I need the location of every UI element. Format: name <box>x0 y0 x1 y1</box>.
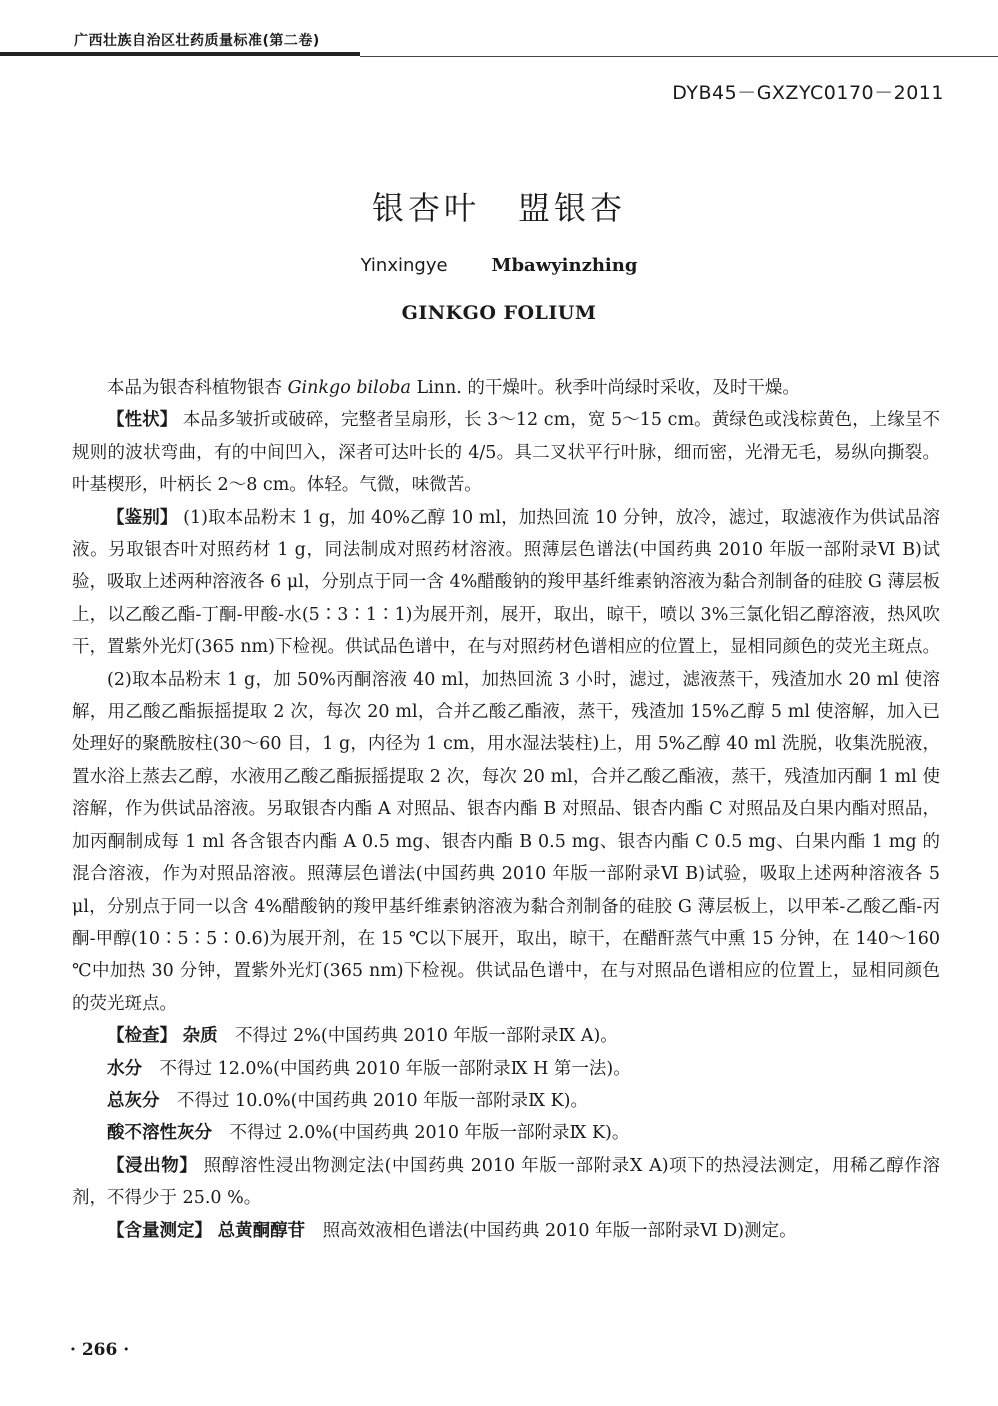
text-suanbuhuifen: 不得过 2.0%(中国药典 2010 年版一部附录Ⅸ K)。 <box>229 1123 630 1144</box>
section-jinchuwu <box>72 1150 940 1215</box>
item-shuifen <box>72 1053 940 1085</box>
text-jianbie-1: (1)取本品粉末 1 g，加 40%乙醇 10 ml，加热回流 10 分钟，放冷，滤过，取滤液作为供试品溶液。另取银杏叶对照药材 1 g，同法制成对照药材溶液。照薄层色谱法(中国药典 2010 年版一部附录Ⅵ B)试验，吸取上述两种溶液各 6 μl，分别点于同一含 4%醋酸钠的羧甲基纤维素钠溶液为黏合剂制备的硅胶 G 薄层板上，以乙酸乙酯-丁酮-甲酸-水(5∶3∶1∶1)为展开剂，展开，取出，晾干，喷以 3%三氯化铝乙醇溶液，热风吹干，置紫外光灯(365 nm)下检视。供试品色谱中，在与对照药材色谱相应的位置上，显相同颜色的荧光主斑点。 <box>72 507 941 658</box>
running-head: 广西壮族自治区壮药质量标准(第二卷) <box>74 33 320 49</box>
item-suanbuhuifen <box>72 1117 940 1149</box>
label-suanbuhuifen: 酸不溶性灰分 <box>107 1123 212 1144</box>
header-rule-thick <box>0 52 360 56</box>
section-jiancha <box>72 1020 940 1052</box>
text-jianbie-2: (2)取本品粉末 1 g，加 50%丙酮溶液 40 ml，加热回流 3 小时，滤过，滤液蒸干，残渣加水 20 ml 使溶解，用乙酸乙酯振摇提取 2 次，每次 20 ml，合并乙酸乙酯液，蒸干，残渣加 15%乙醇 5 ml 使溶解，加入已处理好的聚酰胺柱(30～60 目，1 g，内径为 1 cm，用水湿法装柱)上，用 5%乙醇 40 ml 洗脱，收集洗脱液，置水浴上蒸去乙醇，水液用乙酸乙酯振摇提取 2 次，每次 20 ml，合并乙酸乙酯液，蒸干，残渣加丙酮 1 ml 使溶解，作为供试品溶液。另取银杏内酯 A 对照品、银杏内酯 B 对照品、银杏内酯 C 对照品及白果内酯对照品，加丙酮制成每 1 ml 各含银杏内酯 A 0.5 mg、银杏内酯 B 0.5 mg、银杏内酯 C 0.5 mg、白果内酯 1 mg 的混合溶液，作为对照品溶液。照薄层色谱法(中国药典 2010 年版一部附录Ⅵ B)试验，吸取上述两种溶液各 5 μl，分别点于同一以含 4%醋酸钠的羧甲基纤维素钠溶液为黏合剂制备的硅胶 G 薄层板上，以甲苯-乙酸乙酯-丙酮-甲醇(10∶5∶5∶0.6)为展开剂，在 15 ℃以下展开，取出，晾干，在醋酐蒸气中熏 15 分钟，在 140～160 ℃中加热 30 分钟，置紫外光灯(365 nm)下检视。供试品色谱中，在与对照品色谱相应的位置上，显相同颜色的荧光斑点。 <box>72 669 940 1014</box>
heading-hanliang: 【含量测定】 <box>107 1220 212 1241</box>
heading-jianbie: 【鉴别】 <box>107 507 178 528</box>
text-hanliang: 照高效液相色谱法(中国药典 2010 年版一部附录Ⅵ D)测定。 <box>322 1220 797 1241</box>
title-chinese: 银杏叶 <box>371 189 480 227</box>
standard-code: DYB45－GXZYC0170－2011 <box>672 82 944 104</box>
label-zonghuangtong: 总黄酮醇苷 <box>217 1220 306 1241</box>
title-zhuang: 盟银杏 <box>518 189 627 227</box>
label-shuifen: 水分 <box>107 1058 142 1079</box>
intro-paragraph <box>72 372 940 404</box>
intro-before: 本品为银杏科植物银杏 <box>107 378 288 398</box>
section-hanliang <box>72 1215 940 1247</box>
pinyin-chinese: Yinxingye <box>360 255 448 276</box>
section-xingzhuang <box>72 404 940 501</box>
page-title <box>0 183 998 229</box>
item-zonghuifen <box>72 1085 940 1117</box>
intro-after: Linn. 的干燥叶。秋季叶尚绿时采收，及时干燥。 <box>410 378 800 398</box>
section-jianbie <box>72 502 940 664</box>
heading-jiancha: 【检查】 <box>107 1026 177 1047</box>
text-zonghuifen: 不得过 10.0%(中国药典 2010 年版一部附录Ⅸ K)。 <box>177 1090 588 1111</box>
text-xingzhuang: 本品多皱折或破碎，完整者呈扇形，长 3～12 cm，宽 5～15 cm。黄绿色或浅棕黄色，上缘呈不规则的波状弯曲，有的中间凹入，深者可达叶长的 4/5。具二叉状平行叶脉，细而密，光滑无毛，易纵向撕裂。叶基楔形，叶柄长 2～8 cm。体轻。气微，味微苦。 <box>72 410 941 496</box>
heading-jinchuwu: 【浸出物】 <box>107 1155 198 1176</box>
monograph-body <box>72 372 940 1247</box>
text-zazhi: 不得过 2%(中国药典 2010 年版一部附录Ⅸ A)。 <box>235 1026 618 1047</box>
text-jinchuwu: 照醇溶性浸出物测定法(中国药典 2010 年版一部附录Ⅹ A)项下的热浸法测定，用稀乙醇作溶剂，不得少于 25.0 %。 <box>72 1155 940 1209</box>
label-zonghuifen: 总灰分 <box>107 1090 160 1111</box>
page-number: · 266 · <box>70 1340 130 1360</box>
pinyin-zhuang: Mbawyinzhing <box>491 255 638 276</box>
heading-xingzhuang: 【性状】 <box>107 410 178 431</box>
species-name: Ginkgo biloba <box>287 378 411 398</box>
section-jianbie-2 <box>72 664 940 1020</box>
text-shuifen: 不得过 12.0%(中国药典 2010 年版一部附录Ⅸ H 第一法)。 <box>159 1058 631 1079</box>
latin-name: GINKGO FOLIUM <box>401 302 597 324</box>
label-zazhi: 杂质 <box>182 1026 218 1047</box>
header-rule-thin <box>360 56 998 57</box>
pinyin-line <box>0 255 998 276</box>
